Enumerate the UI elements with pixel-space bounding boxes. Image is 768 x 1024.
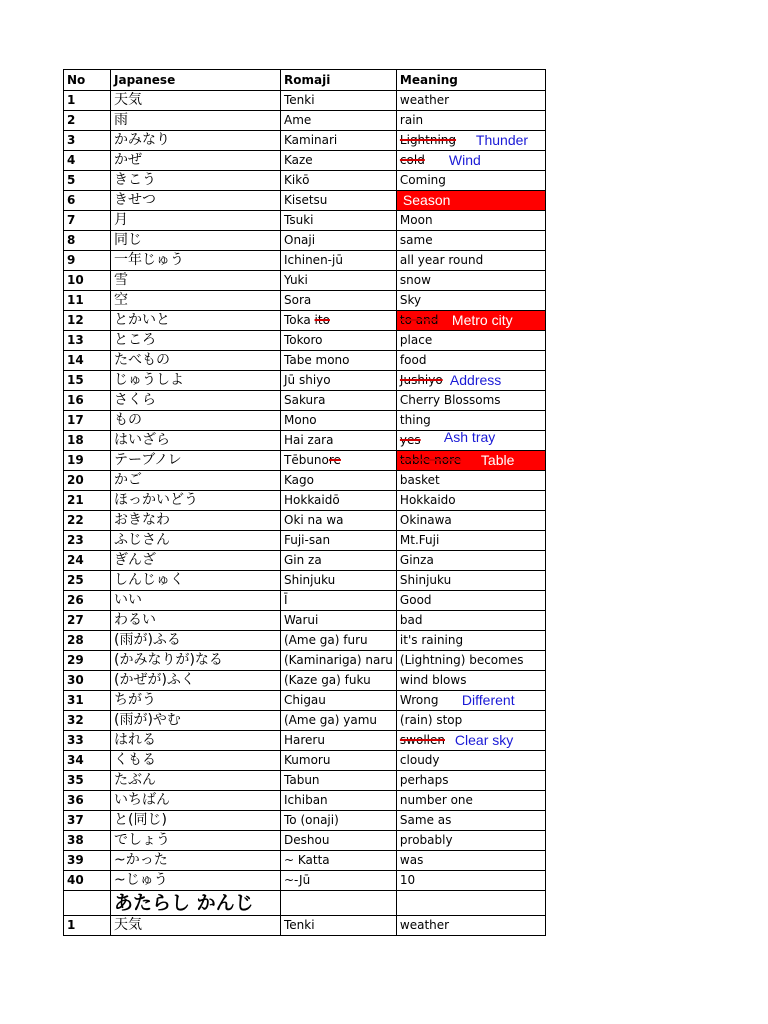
table-row bbox=[64, 811, 546, 831]
table-row bbox=[64, 431, 546, 451]
japanese-cell: きこう bbox=[111, 171, 281, 191]
japanese-cell: たべもの bbox=[111, 351, 281, 371]
japanese-cell: かご bbox=[111, 471, 281, 491]
table-row bbox=[64, 351, 546, 371]
romaji-cell: Tsuki bbox=[281, 211, 397, 231]
meaning-cell bbox=[396, 391, 545, 411]
header-row bbox=[64, 70, 546, 91]
japanese-cell: いい bbox=[111, 591, 281, 611]
meaning-text: snow bbox=[399, 273, 431, 287]
row-number: 37 bbox=[64, 811, 111, 831]
japanese-cell: 天気 bbox=[111, 91, 281, 111]
meaning-cell bbox=[396, 731, 545, 751]
row-number: 22 bbox=[64, 511, 111, 531]
row-number: 38 bbox=[64, 831, 111, 851]
japanese-cell: ちがう bbox=[111, 691, 281, 711]
japanese-cell: でしょう bbox=[111, 831, 281, 851]
romaji-cell: Onaji bbox=[281, 231, 397, 251]
japanese-cell: さくら bbox=[111, 391, 281, 411]
japanese-cell: しんじゅく bbox=[111, 571, 281, 591]
romaji-cell: Tabe mono bbox=[281, 351, 397, 371]
table-row bbox=[64, 91, 546, 111]
meaning-text: basket bbox=[399, 473, 440, 487]
meaning-text: number one bbox=[399, 793, 473, 807]
japanese-cell: たぶん bbox=[111, 771, 281, 791]
meaning-cell bbox=[396, 511, 545, 531]
meaning-cell bbox=[396, 351, 545, 371]
meaning-text: Shinjuku bbox=[399, 573, 452, 587]
japanese-cell: 雪 bbox=[111, 271, 281, 291]
row-number: 11 bbox=[64, 291, 111, 311]
meaning-cell bbox=[396, 191, 545, 211]
meaning-cell bbox=[396, 651, 545, 671]
table-row bbox=[64, 511, 546, 531]
row-number: 21 bbox=[64, 491, 111, 511]
meaning-cell bbox=[396, 916, 545, 936]
meaning-cell bbox=[396, 471, 545, 491]
japanese-cell: 空 bbox=[111, 291, 281, 311]
meaning-text: Jushiyo bbox=[399, 373, 443, 387]
row-number: 13 bbox=[64, 331, 111, 351]
meaning-cell bbox=[396, 371, 545, 391]
table-row bbox=[64, 771, 546, 791]
japanese-cell: ほっかいどう bbox=[111, 491, 281, 511]
meaning-cell bbox=[396, 611, 545, 631]
japanese-cell: 一年じゅう bbox=[111, 251, 281, 271]
romaji-cell: Tenki bbox=[281, 91, 397, 111]
header-japanese: Japanese bbox=[111, 70, 281, 91]
meaning-cell bbox=[396, 211, 545, 231]
row-number: 23 bbox=[64, 531, 111, 551]
table-row bbox=[64, 151, 546, 171]
meaning-cell bbox=[396, 871, 545, 891]
row-number: 8 bbox=[64, 231, 111, 251]
row-number: 14 bbox=[64, 351, 111, 371]
row-number: 28 bbox=[64, 631, 111, 651]
romaji-cell: Ame bbox=[281, 111, 397, 131]
table-row bbox=[64, 131, 546, 151]
romaji-cell: To (onaji) bbox=[281, 811, 397, 831]
meaning-text: (Lightning) becomes bbox=[399, 653, 524, 667]
meaning-cell bbox=[396, 791, 545, 811]
row-number: 7 bbox=[64, 211, 111, 231]
meaning-text: all year round bbox=[399, 253, 484, 267]
table-row bbox=[64, 611, 546, 631]
romaji-cell: Hai zara bbox=[281, 431, 397, 451]
row-number: 10 bbox=[64, 271, 111, 291]
row-number: 4 bbox=[64, 151, 111, 171]
meaning-text: it's raining bbox=[399, 633, 464, 647]
row-number: 25 bbox=[64, 571, 111, 591]
meaning-text: Good bbox=[399, 593, 432, 607]
table-row bbox=[64, 691, 546, 711]
meaning-text: Cherry Blossoms bbox=[399, 393, 501, 407]
japanese-cell: かぜ bbox=[111, 151, 281, 171]
table-row bbox=[64, 171, 546, 191]
romaji-cell: Toka ito bbox=[281, 311, 397, 331]
japanese-cell: 雨 bbox=[111, 111, 281, 131]
table-row bbox=[64, 791, 546, 811]
romaji-cell: Ichiban bbox=[281, 791, 397, 811]
romaji-cell: Kisetsu bbox=[281, 191, 397, 211]
romaji-cell: Oki na wa bbox=[281, 511, 397, 531]
header-meaning: Meaning bbox=[396, 70, 545, 91]
romaji-cell: Tabun bbox=[281, 771, 397, 791]
romaji-cell: Ī bbox=[281, 591, 397, 611]
row-number: 1 bbox=[64, 91, 111, 111]
romaji-cell: Jū shiyo bbox=[281, 371, 397, 391]
row-number: 34 bbox=[64, 751, 111, 771]
table-row bbox=[64, 731, 546, 751]
meaning-text: place bbox=[399, 333, 433, 347]
meaning-text: perhaps bbox=[399, 773, 449, 787]
section-title-row bbox=[64, 891, 546, 916]
meaning-cell bbox=[396, 711, 545, 731]
meaning-cell bbox=[396, 591, 545, 611]
romaji-cell: Kumoru bbox=[281, 751, 397, 771]
handwritten-correction-note: Thunder bbox=[475, 132, 529, 148]
empty-cell bbox=[281, 891, 397, 916]
meaning-text: Hokkaido bbox=[399, 493, 456, 507]
romaji-cell: (Kaminariga) naru bbox=[281, 651, 397, 671]
header-no: No bbox=[64, 70, 111, 91]
japanese-cell: (雨が)ふる bbox=[111, 631, 281, 651]
meaning-text: (rain) stop bbox=[399, 713, 463, 727]
japanese-cell: もの bbox=[111, 411, 281, 431]
table-row bbox=[64, 371, 546, 391]
meaning-cell bbox=[396, 551, 545, 571]
table-row bbox=[64, 111, 546, 131]
meaning-cell bbox=[396, 251, 545, 271]
meaning-cell bbox=[396, 291, 545, 311]
romaji-cell: Tenki bbox=[281, 916, 397, 936]
handwritten-correction-note: Clear sky bbox=[454, 732, 514, 748]
meaning-text: weather bbox=[399, 93, 450, 107]
row-number: 6 bbox=[64, 191, 111, 211]
row-number: 33 bbox=[64, 731, 111, 751]
meaning-cell bbox=[396, 411, 545, 431]
meaning-text: same bbox=[399, 233, 433, 247]
row-number: 30 bbox=[64, 671, 111, 691]
row-number: 40 bbox=[64, 871, 111, 891]
japanese-cell: (かみなりが)なる bbox=[111, 651, 281, 671]
meaning-text: Wrong bbox=[399, 693, 439, 707]
row-number: 36 bbox=[64, 791, 111, 811]
meaning-cell bbox=[396, 131, 545, 151]
meaning-cell bbox=[396, 151, 545, 171]
japanese-cell: と(同じ) bbox=[111, 811, 281, 831]
row-number: 12 bbox=[64, 311, 111, 331]
table-row bbox=[64, 631, 546, 651]
handwritten-correction-note: Wind bbox=[448, 152, 481, 168]
romaji-cell: (Kaze ga) fuku bbox=[281, 671, 397, 691]
romaji-cell: Ichinen-jū bbox=[281, 251, 397, 271]
japanese-cell: とかいと bbox=[111, 311, 281, 331]
romaji-cell: Sakura bbox=[281, 391, 397, 411]
japanese-cell: はれる bbox=[111, 731, 281, 751]
japanese-cell: (かぜが)ふく bbox=[111, 671, 281, 691]
meaning-text: wind blows bbox=[399, 673, 467, 687]
japanese-cell: 月 bbox=[111, 211, 281, 231]
table-row bbox=[64, 851, 546, 871]
meaning-cell bbox=[396, 231, 545, 251]
meaning-text: Okinawa bbox=[399, 513, 452, 527]
header-romaji: Romaji bbox=[281, 70, 397, 91]
romaji-cell: Kaminari bbox=[281, 131, 397, 151]
row-number: 27 bbox=[64, 611, 111, 631]
table-row bbox=[64, 311, 546, 331]
meaning-cell bbox=[396, 491, 545, 511]
romaji-cell: Warui bbox=[281, 611, 397, 631]
handwritten-correction-note: Address bbox=[449, 372, 502, 388]
vocabulary-table-body bbox=[64, 70, 546, 936]
romaji-cell: Kago bbox=[281, 471, 397, 491]
japanese-cell: はいざら bbox=[111, 431, 281, 451]
meaning-text: probably bbox=[399, 833, 453, 847]
section-title: あたらし かんじ bbox=[111, 891, 281, 916]
romaji-cell: Kikō bbox=[281, 171, 397, 191]
romaji-cell: (Ame ga) yamu bbox=[281, 711, 397, 731]
table-row bbox=[64, 271, 546, 291]
japanese-cell: ~かった bbox=[111, 851, 281, 871]
meaning-text: Mt.Fuji bbox=[399, 533, 440, 547]
japanese-cell: ところ bbox=[111, 331, 281, 351]
romaji-cell: Kaze bbox=[281, 151, 397, 171]
table-row bbox=[64, 211, 546, 231]
meaning-cell bbox=[396, 171, 545, 191]
meaning-text: bad bbox=[399, 613, 423, 627]
table-row bbox=[64, 916, 546, 936]
japanese-cell: いちばん bbox=[111, 791, 281, 811]
row-number: 9 bbox=[64, 251, 111, 271]
romaji-cell: ~-Jū bbox=[281, 871, 397, 891]
row-number: 3 bbox=[64, 131, 111, 151]
row-number: 39 bbox=[64, 851, 111, 871]
meaning-cell bbox=[396, 751, 545, 771]
japanese-cell: 天気 bbox=[111, 916, 281, 936]
meaning-cell bbox=[396, 851, 545, 871]
handwritten-correction-note: Season bbox=[402, 192, 451, 208]
table-row bbox=[64, 531, 546, 551]
japanese-cell: ぎんざ bbox=[111, 551, 281, 571]
meaning-text: table nore bbox=[399, 453, 462, 467]
romaji-cell: Tokoro bbox=[281, 331, 397, 351]
romaji-cell: Tēbunore bbox=[281, 451, 397, 471]
meaning-cell bbox=[396, 811, 545, 831]
meaning-cell bbox=[396, 571, 545, 591]
meaning-cell bbox=[396, 271, 545, 291]
row-number: 2 bbox=[64, 111, 111, 131]
romaji-cell: Hokkaidō bbox=[281, 491, 397, 511]
meaning-cell bbox=[396, 691, 545, 711]
meaning-cell bbox=[396, 831, 545, 851]
meaning-text: Ginza bbox=[399, 553, 434, 567]
meaning-cell bbox=[396, 431, 545, 451]
japanese-cell: かみなり bbox=[111, 131, 281, 151]
meaning-text: Lightning bbox=[399, 133, 457, 147]
row-number: 29 bbox=[64, 651, 111, 671]
table-row bbox=[64, 591, 546, 611]
handwritten-correction-note: Metro city bbox=[451, 312, 513, 328]
japanese-cell: くもる bbox=[111, 751, 281, 771]
table-row bbox=[64, 391, 546, 411]
handwritten-correction-note: Different bbox=[461, 692, 515, 708]
row-number: 17 bbox=[64, 411, 111, 431]
row-number: 1 bbox=[64, 916, 111, 936]
table-row bbox=[64, 651, 546, 671]
table-row bbox=[64, 331, 546, 351]
row-number: 19 bbox=[64, 451, 111, 471]
japanese-cell: ~じゅう bbox=[111, 871, 281, 891]
table-row bbox=[64, 871, 546, 891]
romaji-cell: Sora bbox=[281, 291, 397, 311]
meaning-text: Moon bbox=[399, 213, 433, 227]
meaning-cell bbox=[396, 531, 545, 551]
japanese-cell: ふじさん bbox=[111, 531, 281, 551]
table-row bbox=[64, 831, 546, 851]
meaning-cell bbox=[396, 331, 545, 351]
meaning-text: swollen bbox=[399, 733, 445, 747]
table-row bbox=[64, 491, 546, 511]
table-row bbox=[64, 571, 546, 591]
meaning-text: cold bbox=[399, 153, 425, 167]
japanese-cell: (雨が)やむ bbox=[111, 711, 281, 731]
table-row bbox=[64, 551, 546, 571]
romaji-cell: Shinjuku bbox=[281, 571, 397, 591]
row-number: 26 bbox=[64, 591, 111, 611]
romaji-cell: Fuji-san bbox=[281, 531, 397, 551]
japanese-cell: 同じ bbox=[111, 231, 281, 251]
row-number: 35 bbox=[64, 771, 111, 791]
table-row bbox=[64, 291, 546, 311]
row-number: 18 bbox=[64, 431, 111, 451]
meaning-cell bbox=[396, 111, 545, 131]
meaning-text: weather bbox=[399, 918, 450, 932]
japanese-cell: じゅうしよ bbox=[111, 371, 281, 391]
romaji-cell: Yuki bbox=[281, 271, 397, 291]
row-number: 20 bbox=[64, 471, 111, 491]
row-number: 16 bbox=[64, 391, 111, 411]
meaning-text: to and bbox=[399, 313, 439, 327]
vocabulary-table bbox=[63, 69, 546, 936]
handwritten-correction-note: Table bbox=[480, 452, 515, 468]
meaning-text: rain bbox=[399, 113, 424, 127]
meaning-cell bbox=[396, 631, 545, 651]
meaning-text: thing bbox=[399, 413, 431, 427]
meaning-text: Same as bbox=[399, 813, 452, 827]
row-number: 24 bbox=[64, 551, 111, 571]
japanese-cell: わるい bbox=[111, 611, 281, 631]
meaning-cell bbox=[396, 771, 545, 791]
table-row bbox=[64, 231, 546, 251]
table-row bbox=[64, 251, 546, 271]
meaning-text: cloudy bbox=[399, 753, 440, 767]
meaning-text: Coming bbox=[399, 173, 446, 187]
meaning-text: yes bbox=[399, 433, 421, 447]
meaning-cell bbox=[396, 671, 545, 691]
japanese-cell: きせつ bbox=[111, 191, 281, 211]
table-row bbox=[64, 411, 546, 431]
meaning-text: food bbox=[399, 353, 427, 367]
table-row bbox=[64, 451, 546, 471]
empty-cell bbox=[396, 891, 545, 916]
meaning-text: was bbox=[399, 853, 424, 867]
meaning-text: Sky bbox=[399, 293, 422, 307]
romaji-cell: Chigau bbox=[281, 691, 397, 711]
romaji-cell: Gin za bbox=[281, 551, 397, 571]
romaji-cell: Deshou bbox=[281, 831, 397, 851]
table-row bbox=[64, 191, 546, 211]
empty-cell bbox=[64, 891, 111, 916]
meaning-cell bbox=[396, 451, 545, 471]
japanese-cell: おきなわ bbox=[111, 511, 281, 531]
romaji-cell: (Ame ga) furu bbox=[281, 631, 397, 651]
table-row bbox=[64, 711, 546, 731]
meaning-text: 10 bbox=[399, 873, 416, 887]
row-number: 32 bbox=[64, 711, 111, 731]
handwritten-correction-note: Ash tray bbox=[443, 430, 496, 445]
row-number: 31 bbox=[64, 691, 111, 711]
table-row bbox=[64, 751, 546, 771]
meaning-cell bbox=[396, 91, 545, 111]
row-number: 5 bbox=[64, 171, 111, 191]
romaji-cell: ~ Katta bbox=[281, 851, 397, 871]
romaji-cell: Mono bbox=[281, 411, 397, 431]
row-number: 15 bbox=[64, 371, 111, 391]
japanese-cell: テーブノレ bbox=[111, 451, 281, 471]
meaning-cell bbox=[396, 311, 545, 331]
table-row bbox=[64, 671, 546, 691]
table-row bbox=[64, 471, 546, 491]
romaji-cell: Hareru bbox=[281, 731, 397, 751]
